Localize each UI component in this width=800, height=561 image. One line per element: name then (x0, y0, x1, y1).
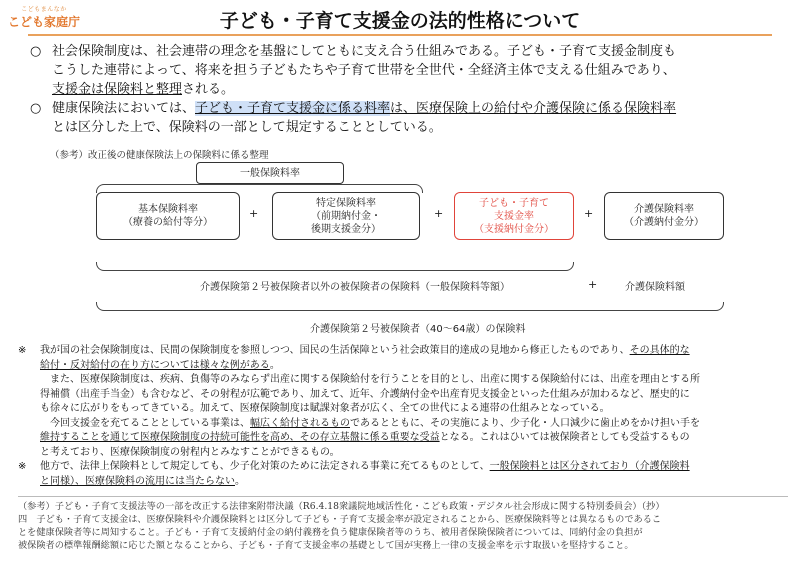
box1-line1: 基本保険料率 (138, 204, 198, 215)
box2-line3: 後期支援金分） (311, 223, 381, 235)
footer-line: 四 子ども・子育て支援金は、医療保険料や介護保険料とは区分して子ども・子育て支援金率が設定されることから、医療保険料等とは異なるものであるこ (18, 514, 662, 525)
para2-highlight: 子ども・子育て支援金に係る料率 (195, 101, 391, 116)
bracket2-label: 介護保険第２号被保険者（40～64歳）の保険料 (310, 324, 526, 335)
para1-line-d: される。 (182, 82, 235, 97)
page-title: 子ども・子育て支援金の法的性格について (219, 10, 581, 32)
general-premium-rate-label (196, 162, 344, 184)
box2-line1: 特定保険料率 (316, 197, 376, 209)
note-line: と考えており、医療保険制度の射程内とみなすことができるもの。 (40, 446, 340, 458)
plus-sign: + (588, 278, 598, 291)
footer-reference (18, 500, 788, 552)
note-line: と同様）、医療保険料の流用には当たらない。 (40, 475, 245, 487)
care-insurance-rate-box (604, 192, 724, 240)
bullet-circle: ○ (30, 44, 42, 59)
bullet-circle: ○ (30, 101, 42, 116)
diagram-caption: （参考）改正後の健康保険法上の保険料に係る整理 (50, 150, 269, 161)
box4-line1: 介護保険料率 (634, 204, 694, 215)
logo-name: こども家庭庁 (7, 15, 80, 29)
note-line: 給付・反対給付の在り方については様々な例がある。 (40, 359, 280, 371)
notes-section (18, 344, 788, 489)
bracket1-right-label: 介護保険料額 (625, 282, 685, 293)
note-line: ※ 我が国の社会保険制度は、民間の保険制度を参照しつつ、国民の生活保障という社会政策目的達成の見地から修正したものであり、その具体的な (18, 345, 690, 356)
footer-line: とを健康保険者等に周知すること。子ども・子育て支援納付金の納付義務を負う健康保険者等のうち、被用者保険保険者については、同納付金の負担が (18, 527, 643, 538)
general-premium-rate-text: 一般保険料率 (240, 167, 300, 179)
note-line: 維持することを通じて医療保険制度の持続可能性を高め、その存立基盤に係る重要な受益となる。これはひいては被保険者としても受益するもの (40, 432, 690, 443)
note-line: も徐々に広がりをもってきている。加えて、医療保険制度は賦課対象者が広く、全ての世代による連帯の仕組みとなっている。 (40, 403, 610, 414)
note-line: 今回支援金を充てることとしている事業は、幅広く給付されるものであるとともに、その実施により、少子化・人口減少に歯止めをかけ担い手を (40, 417, 700, 429)
box2-line2: （前期納付金・ (311, 210, 381, 222)
box3-line3: （支援納付金分） (474, 223, 554, 235)
child-support-rate-box (454, 192, 574, 240)
para2-line-d: とは区分した上で、保険料の一部として規定することとしている。 (52, 120, 442, 135)
paragraph-social-insurance (30, 42, 780, 99)
footer-line: 被保険者の標準報酬総額に応じた額となることから、子ども・子育て支援金率の基礎として国が実務上一律の支援金率を示す取扱いを堅持すること。 (18, 540, 634, 551)
para2-line-c: は、医療保険上の給付や介護保険に係る保険料率 (390, 101, 677, 116)
note-line: 得補償（出産手当金）も含むなど、その射程が広範であり、加えて、近年、介護納付金や出産育児支援金といった仕組みが加わるなど、歴史的に (40, 388, 690, 400)
para1-line-b: こうした連帯によって、将来を担う子どもたちや子育て世帯を全世代・全経済主体で支える仕組みであり、 (52, 63, 676, 78)
box4-line2: （介護納付金分） (624, 217, 704, 228)
plus-sign: + (584, 207, 594, 220)
basic-premium-rate-box (96, 192, 240, 240)
plus-sign: + (249, 207, 259, 220)
footer-line: （参考）子ども・子育て支援法等の一部を改正する法律案附帯決議（R6.4.18衆議院地域活性化・こども政策・デジタル社会形成に関する特別委員会）（抄） (18, 501, 665, 512)
bracket-category2-premium (96, 302, 724, 311)
box3-line2: 支援金率 (494, 210, 534, 222)
logo-tagline: こどもまんなか (21, 6, 67, 13)
bracket-general-premium (96, 262, 574, 271)
para1-underlined: 支援金は保険料と整理 (52, 82, 183, 97)
box1-line2: （療養の給付等分） (123, 217, 213, 228)
para1-line-a: 社会保険制度は、社会連帯の理念を基盤にしてともに支え合う仕組みである。子ども・子育て支援金制度も (52, 44, 677, 59)
plus-sign: + (434, 207, 444, 220)
note-line: また、医療保険制度は、疾病、負傷等のみならず出産に関する保険給付を行うことを目的とし、出産に関する保険給付には、出産を理由とする所 (40, 374, 700, 385)
box3-line1: 子ども・子育て (479, 197, 549, 209)
paragraph-health-insurance-law (30, 99, 780, 137)
para2-line-a: 健康保険法においては、 (52, 101, 196, 116)
title-underline (28, 34, 772, 36)
bracket1-label: 介護保険第２号被保険者以外の被保険者の保険料（一般保険料等額） (200, 282, 510, 293)
specific-premium-rate-box (272, 192, 420, 240)
footer-divider (18, 496, 788, 497)
note-line: ※ 他方で、法律上保険料として規定しても、少子化対策のために法定される事業に充てるものとして、一般保険料とは区分されており（介護保険料 (18, 461, 690, 472)
